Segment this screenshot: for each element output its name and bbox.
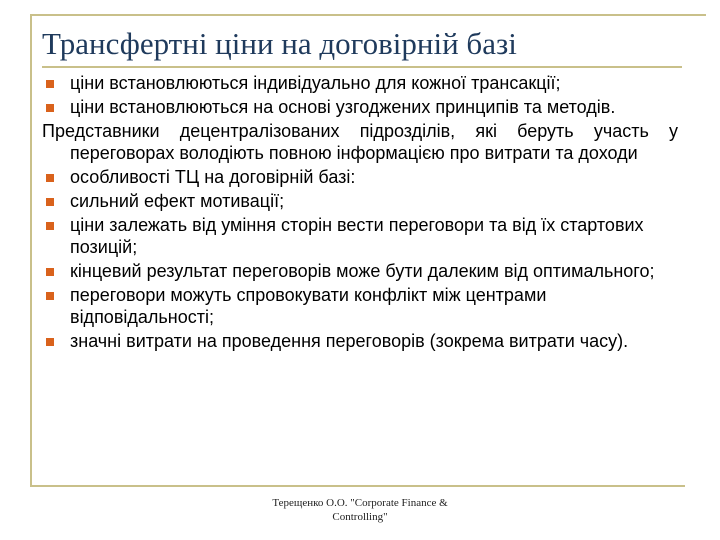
bullet-item — [42, 166, 678, 188]
frame-left-border — [30, 14, 32, 486]
bullet-text: сильний ефект мотивації; — [70, 191, 285, 211]
square-bullet-icon — [46, 268, 54, 276]
title-divider — [42, 66, 682, 68]
slide-footer — [240, 496, 480, 524]
square-bullet-icon — [46, 80, 54, 88]
paragraph-first-line: Представники децентралізованих підрозділів, які беруть участь у — [42, 121, 678, 141]
bullet-text: ціни залежать від уміння сторін вести переговори та від їх стартових позицій; — [70, 215, 644, 257]
footer-line: Терещенко О.О. "Corporate Finance & — [272, 497, 448, 509]
square-bullet-icon — [46, 198, 54, 206]
bullet-item — [42, 190, 678, 212]
bullet-item — [42, 330, 678, 352]
square-bullet-icon — [46, 104, 54, 112]
square-bullet-icon — [46, 222, 54, 230]
bullet-text: ціни встановлюються на основі узгоджених принципів та методів. — [70, 97, 616, 117]
footer-line: Controlling" — [332, 511, 388, 523]
bullet-item — [42, 96, 678, 118]
square-bullet-icon — [46, 338, 54, 346]
square-bullet-icon — [46, 292, 54, 300]
square-bullet-icon — [46, 174, 54, 182]
body-paragraph — [42, 120, 678, 164]
frame-bottom-border — [30, 485, 685, 487]
slide-content — [42, 72, 678, 354]
bullet-item — [42, 214, 678, 258]
bullet-text: значні витрати на проведення переговорів (зокрема витрати часу). — [70, 331, 629, 351]
bullet-text: особливості ТЦ на договірній базі: — [70, 167, 356, 187]
bullet-item — [42, 72, 678, 94]
bullet-text: кінцевий результат переговорів може бути далеким від оптимального; — [70, 261, 655, 281]
slide-title: Трансфертні ціни на договірній базі — [42, 26, 517, 61]
bullet-item — [42, 260, 678, 282]
paragraph-continuation: переговорах володіють повною інформацією про витрати та доходи — [70, 143, 638, 163]
bullet-text: переговори можуть спровокувати конфлікт між центрами відповідальності; — [70, 285, 547, 327]
bullet-item — [42, 284, 678, 328]
bullet-text: ціни встановлюються індивідуально для кожної трансакції; — [70, 73, 561, 93]
frame-top-border — [30, 14, 706, 16]
